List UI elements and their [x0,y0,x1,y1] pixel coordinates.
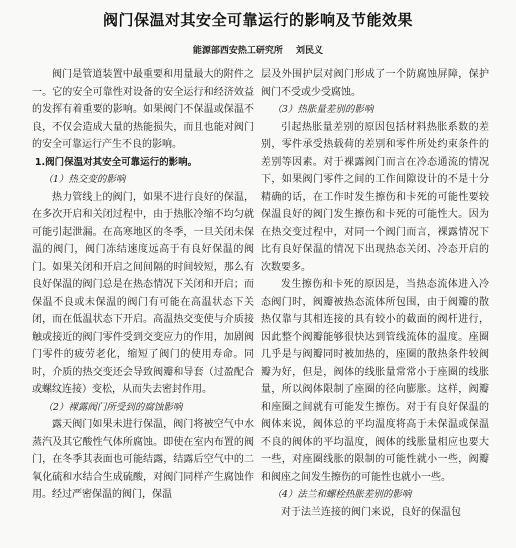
body-paragraph: 热力管线上的阀门，如果不进行良好的保温，在多次开启和关闭过程中，由于热胀冷缩不均匀就可能引起泄漏。在高寒地区的冬季，一旦关闭未保温的阀门，阀门冻结速度远高于有良好保温的阀门。如果关闭和开启之间间隔的时间较短，那么有良好保温的阀门总是在热态情况下关闭和开启；而保温不良或未保温的阀门有可能在高温状态下关闭，而在低温状态下开启。高温热交变使与介质接触或接近的阀门零件受到交变应力的作用，加剧阀门零件的疲劳老化，缩短了阀门的使用寿命。同时，介质的热交变还会导致阀瓣和导套（过盈配合或螺纹连接）变松，从而失去密封作用。 [32,191,254,395]
left-column [32,66,254,504]
article-author: 能源部西安热工研究所 刘民义 [192,46,324,56]
subsection-heading: （2）裸露阀门所受到的腐蚀影响 [43,401,183,413]
body-paragraph: 露天阀门如果未进行保温，阀门将被空气中水蒸汽及其它酸性气体所腐蚀。即使在室内布置的阀门，在冬季其表面也可能结露，结露后空气中的二氧化硫和水结合生成硫酸，对阀门同样产生腐蚀作用。经过严密保温的阀门，保温 [32,419,254,500]
right-column [261,66,489,521]
continued-paragraph: 层及外围护层对阀门形成了一个防腐蚀屏障，保护阀门不受或少受腐蚀。 [261,69,489,98]
body-paragraph: 对于法兰连接的阀门来说，良好的保温包 [281,506,461,518]
body-paragraph: 发生擦伤和卡死的原因是，当热态流体进入冷态阀门时，阀瓣被热态流体所包围，由于阀瓣的散热仅靠与其相连接的具有较小的截面的阀杆进行，因此整个阀瓣能够很快达到管线流体的温度。座圈几乎是与阀瓣同时被加热的，座圈的散热条件较阀瓣为好，但是，阀体的线胀量常常小于座圈的线胀量，所以阀体限制了座圈的径向膨胀。这样，阀瓣和座圈之间就有可能发生擦伤。对于有良好保温的阀体来说，阀体总的平均温度将高于未保温或保温不良的阀体的平均温度，阀体的线胀量相应也要大一些，对座圈线胀的限制的可能性就小一些，阀瓣和阀座之间发生擦伤的可能性也就小一些。 [261,279,489,483]
intro-paragraph: 阀门是管道装置中最重要和用量最大的附件之一。它的安全可靠性对设备的安全运行和经济效益的发挥有着重要的影响。如果阀门不保温或保温不良，不仅会造成大量的热能损失，而且也能对阀门的安全可靠运行产生不良的影响。 [32,69,254,150]
article-title: 阀门保温对其安全可靠运行的影响及节能效果 [102,11,413,29]
subsection-heading: （4）法兰和螺栓热胀差别的影响 [272,489,412,500]
section-heading: 1.阀门保温对其安全可靠运行的影响。 [34,156,198,168]
subsection-heading: （3）热胀量差别的影响 [272,104,374,115]
body-paragraph: 引起热胀量差别的原因包括材料热胀系数的差别，零件承受热载荷的差别和零件所处约束条件的差别等因素。对于裸露阀门而言在冷态通流的情况下，如果阀门零件之间的工作间隙设计的不是十分精确的话，在工作时发生擦伤和卡死的可能性要较保温良好的阀门发生擦伤和卡死的可能性大。因为在热交变过程中，对同一个阀门而言，裸露情况下比有良好保温的情况下出现热态关闭、冷态开启的次数要多。 [261,121,489,273]
subsection-heading: （1）热交变的影响 [43,174,126,185]
